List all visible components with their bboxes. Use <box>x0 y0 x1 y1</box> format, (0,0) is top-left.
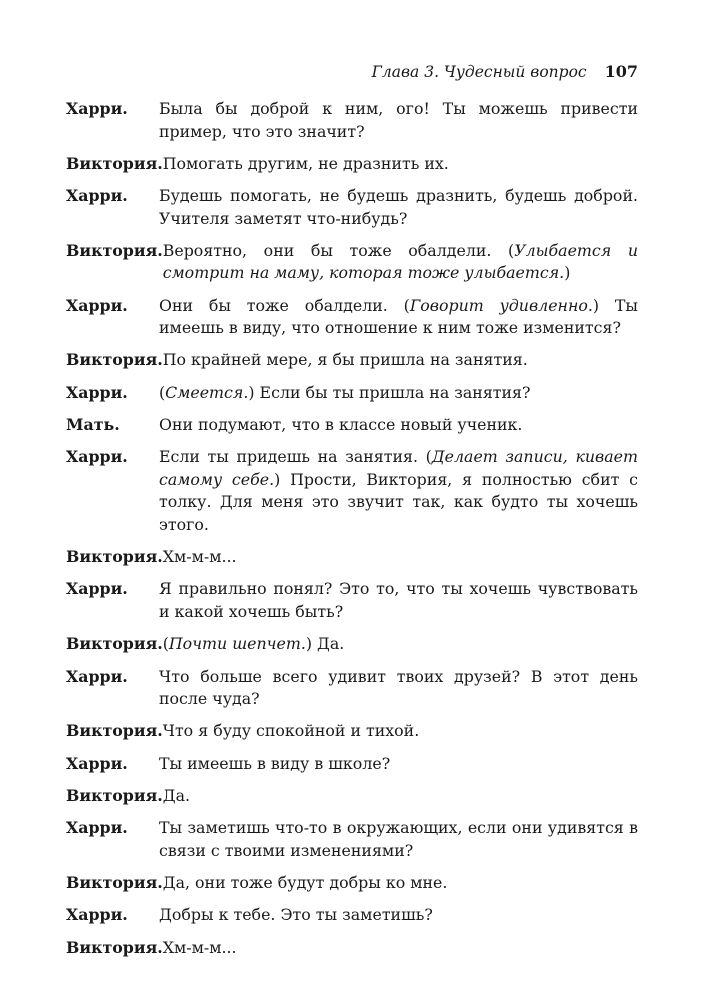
dialogue-line <box>66 578 638 623</box>
stage-direction: Почти шепчет. <box>168 634 306 654</box>
speaker-name: Харри. <box>66 186 128 206</box>
speaker-name: Харри. <box>66 905 128 925</box>
speaker-name: Виктория. <box>66 350 163 370</box>
dialogue-transcript <box>66 98 638 969</box>
speech-fragment: Будешь помогать, не будешь дразнить, будешь доброй. Учителя заметят что-нибудь? <box>159 186 638 228</box>
speech-text <box>159 295 638 340</box>
speaker-name: Виктория. <box>66 634 163 654</box>
speech-text <box>159 98 638 143</box>
speech-text <box>163 153 638 176</box>
speech-text <box>163 785 638 808</box>
speech-fragment: Ты имеешь в виду в школе? <box>159 753 391 773</box>
speaker-name: Харри. <box>66 818 128 838</box>
speech-fragment: ) Прости, Виктория, я полностью сбит с толку. Для меня это звучит так, как будто ты хочешь этого. <box>159 469 638 534</box>
speaker-name: Виктория. <box>66 721 163 741</box>
stage-direction: Смеется. <box>165 382 249 402</box>
speech-fragment: Да, они тоже будут добры ко мне. <box>162 873 448 893</box>
speech-text <box>159 414 638 437</box>
speech-text <box>163 720 638 743</box>
speech-fragment: Хм-м-м... <box>162 547 237 567</box>
stage-direction: Улыбается и смотрит на маму, которая тоже улыбается. <box>162 240 638 283</box>
speech-text <box>159 578 638 623</box>
dialogue-line <box>66 937 638 960</box>
dialogue-line <box>66 817 638 862</box>
book-page <box>66 62 638 969</box>
speech-fragment: Они подумают, что в классе новый ученик. <box>159 415 523 435</box>
speech-fragment: Вероятно, они бы тоже обалдели. ( <box>162 240 515 260</box>
speech-text <box>163 349 638 372</box>
dialogue-line <box>66 414 638 437</box>
speech-fragment: Что больше всего удивит твоих друзей? В этот день после чуда? <box>159 666 638 709</box>
dialogue-line <box>66 153 638 176</box>
speaker-name: Виктория. <box>66 547 163 567</box>
speaker-name: Харри. <box>66 666 128 686</box>
speaker-name: Харри. <box>66 447 128 467</box>
speech-fragment: ) Да. <box>305 634 345 654</box>
speaker-name: Виктория. <box>66 240 163 260</box>
speech-text <box>163 937 638 960</box>
speaker-name: Виктория. <box>66 937 163 957</box>
dialogue-line <box>66 382 638 405</box>
dialogue-line <box>66 185 638 230</box>
speech-fragment: Была бы доброй к ним, ого! Ты можешь привести пример, что это значит? <box>159 99 638 141</box>
speech-fragment: Да. <box>162 785 191 805</box>
chapter-title: Глава 3. Чудесный вопрос <box>371 63 587 81</box>
speaker-name: Харри. <box>66 753 128 773</box>
dialogue-line <box>66 872 638 895</box>
speech-fragment: ) Если бы ты пришла на занятия? <box>248 382 531 402</box>
speech-fragment: ( <box>162 634 169 654</box>
dialogue-line <box>66 720 638 743</box>
speaker-name: Виктория. <box>66 873 163 893</box>
speech-text <box>159 185 638 230</box>
speech-fragment: ) Ты имеешь в виду, что отношение к ним тоже изменится? <box>159 295 638 338</box>
dialogue-line <box>66 753 638 776</box>
running-head <box>66 62 638 92</box>
speech-text <box>163 546 638 569</box>
speech-text <box>159 904 638 927</box>
speech-text <box>159 666 638 711</box>
speech-text <box>163 633 638 656</box>
speech-fragment: Хм-м-м... <box>162 937 237 957</box>
dialogue-line <box>66 546 638 569</box>
dialogue-line <box>66 240 638 285</box>
speech-text <box>163 240 638 285</box>
speech-text <box>159 817 638 862</box>
page-number: 107 <box>604 62 638 81</box>
speaker-name: Харри. <box>66 382 128 402</box>
speech-text <box>159 753 638 776</box>
speech-fragment: ( <box>159 382 166 402</box>
speech-fragment: Если ты придешь на занятия. ( <box>159 447 432 467</box>
speech-fragment: По крайней мере, я бы пришла на занятия. <box>162 350 528 370</box>
speech-fragment: ) <box>564 263 571 283</box>
dialogue-line <box>66 785 638 808</box>
speech-fragment: Они бы тоже обалдели. ( <box>159 295 410 315</box>
dialogue-line <box>66 295 638 340</box>
speech-fragment: Что я буду спокойной и тихой. <box>162 721 420 741</box>
dialogue-line <box>66 98 638 143</box>
speech-fragment: Добры к тебе. Это ты заметишь? <box>159 905 433 925</box>
stage-direction: Делает записи, кивает самому себе. <box>159 447 638 489</box>
dialogue-line <box>66 666 638 711</box>
speaker-name: Виктория. <box>66 153 163 173</box>
stage-direction: Говорит удивленно. <box>409 295 593 315</box>
dialogue-line <box>66 904 638 927</box>
speaker-name: Харри. <box>66 99 128 118</box>
speaker-name: Харри. <box>66 295 128 315</box>
dialogue-line <box>66 446 638 536</box>
speaker-name: Харри. <box>66 579 128 599</box>
speech-fragment: Ты заметишь что-то в окружающих, если они удивятся в связи с твоими изменениями? <box>159 818 638 860</box>
speech-fragment: Я правильно понял? Это то, что ты хочешь чувствовать и какой хочешь быть? <box>159 579 638 621</box>
dialogue-line <box>66 349 638 372</box>
speech-text <box>159 446 638 536</box>
speech-text <box>163 872 638 895</box>
speaker-name: Виктория. <box>66 785 163 805</box>
dialogue-line <box>66 633 638 656</box>
speech-text <box>159 382 638 405</box>
speech-fragment: Помогать другим, не дразнить их. <box>162 153 449 173</box>
speaker-name: Мать. <box>66 415 120 435</box>
